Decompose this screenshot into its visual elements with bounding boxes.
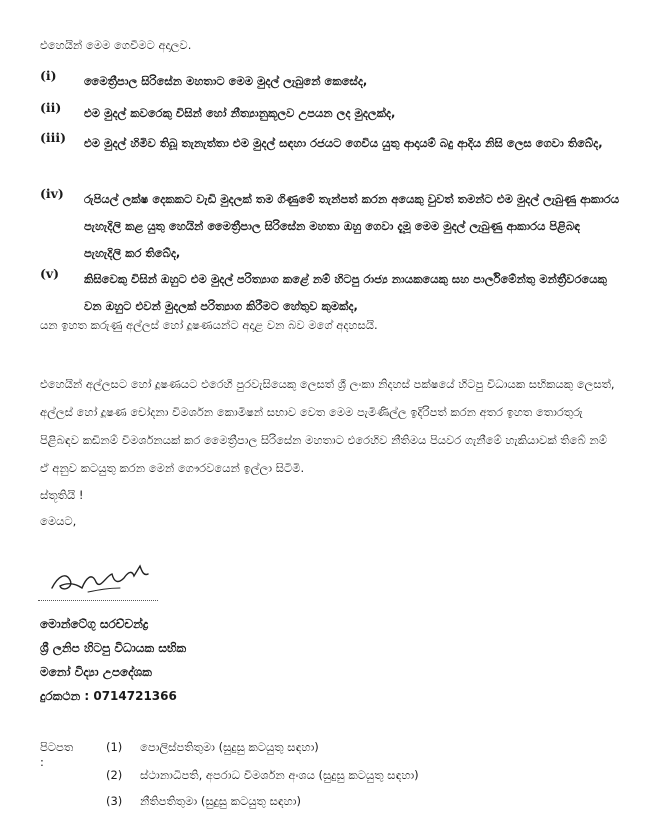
signer-title: මනෝ විද්‍යා උපදේශක	[40, 665, 152, 679]
copy-number: (1)	[106, 740, 123, 754]
question-text: එම මුදල් හිමිව තිබූ තැනැත්තා එම මුදල් සඳහා රජයට ගෙවිය යුතු ආදායම් බදු ආදිය නිසි ලෙස ගෙවා තිබේද,	[84, 136, 603, 150]
copies-label: පිටපත :	[40, 740, 74, 769]
question-number: (i)	[40, 68, 57, 83]
question-item	[40, 186, 620, 267]
question-text: කිසිවෙකු විසින් ඔහුට එම මුදල් පරිත්‍යාග කළේ නම් හිටපු රාජ්‍ය නායකයෙකු සහ පාර්ලිමේන්තු මන්ත්‍රීවරයෙකු වන ඔහුට එවන් මුදලක් පරිත්‍යාග කිරීමට හේතුව කුමක්ද,	[84, 272, 607, 313]
signer-name: මොන්ටේගු සරච්චන්ද්‍ර	[40, 617, 149, 631]
copy-text: ස්ථානාධිපති, අපරාධ විමර්ශන අංශය (සුදුසු කටයුතු සඳහා)	[140, 768, 419, 782]
question-text: මෛත්‍රීපාල සිරිසේන මහතාට මෙම මුදල් ලැබුනේ කෙසේද,	[84, 74, 368, 88]
signature-line	[38, 600, 158, 601]
request-paragraph: එහෙයින් අල්ලසට හෝ දූෂණයට එරෙහි පුරවැසියෙකු ලෙසත් ශ්‍රී ලංකා නිදහස් පක්ෂයේ හිටපු විධායක සභිකයකු ලෙසත්, අල්ලස් හෝ දූෂණ චෝදනා විමර්ශන කොමිෂන් සභාව වෙත මෙම පැමිණිල්ල ඉදිරිපත් කරන අතර ඉහත තොරතුරු පිළිබඳව කඩිනම් විමර්ශනයක් කර මෛත්‍රීපාල සිරිසේන මහතාට එරෙහිව නීතිමය පියවර ගැනීමේ හැකියාවක් තිබේ නම් ඒ අනුව කටයුතු කරන මෙන් ගෞරවයෙන් ඉල්ලා සිටිමි.	[40, 377, 615, 475]
question-number: (v)	[40, 266, 60, 281]
copy-number: (2)	[106, 768, 123, 782]
closing-line: මෙයට,	[40, 514, 77, 528]
signer-phone: දුරකථන : 0714721366	[40, 689, 177, 703]
question-text: රුපියල් ලක්ෂ දෙකකට වැඩි මුදලක් තම ගිණුමේ තැන්පත් කරන අයෙකු වුවත් තමන්ට එම මුදල් ලැබුණු ආකාරය පැහැදිලි කළ යුතු හෙයින් මෛත්‍රීපාල සිරිසේන මහතා ඔහු ගෙවා දැමූ මෙම මුදල් ලැබුණු ආකාරය පිළිබඳ පැහැදිලි කර තිබේද,	[84, 192, 620, 260]
question-item	[40, 68, 367, 95]
question-text: එම මුදල් කවරෙකු විසින් හෝ නීත්‍යානුකූලව උපයන ලද මුදලක්ද,	[84, 106, 396, 120]
signer-title: ශ්‍රී ලනිප හිටපු විධායක සභික	[40, 641, 187, 655]
copy-text: නීතිපතිතුමා (සුදුසු කටයුතු සඳහා)	[140, 794, 301, 808]
handwritten-signature	[48, 558, 158, 598]
question-number: (iii)	[40, 130, 67, 145]
summary-paragraph: යන ඉහත කරුණු අල්ලස් හෝ දූෂණයන්ට අදාළ වන බව මගේ අදහසයි.	[40, 318, 378, 332]
question-number: (ii)	[40, 100, 62, 115]
question-item	[40, 130, 603, 157]
question-number: (iv)	[40, 186, 64, 201]
thanks-line: ස්තූතියි !	[40, 488, 84, 502]
intro-line: එහෙයින් මෙම ගෙවීමට අදාලව.	[40, 38, 192, 52]
copy-number: (3)	[106, 794, 123, 808]
copy-text: පොලිස්පතිතුමා (සුදුසු කටයුතු සඳහා)	[140, 740, 319, 754]
signer-block	[40, 612, 186, 708]
question-item	[40, 100, 395, 127]
question-item	[40, 266, 620, 320]
